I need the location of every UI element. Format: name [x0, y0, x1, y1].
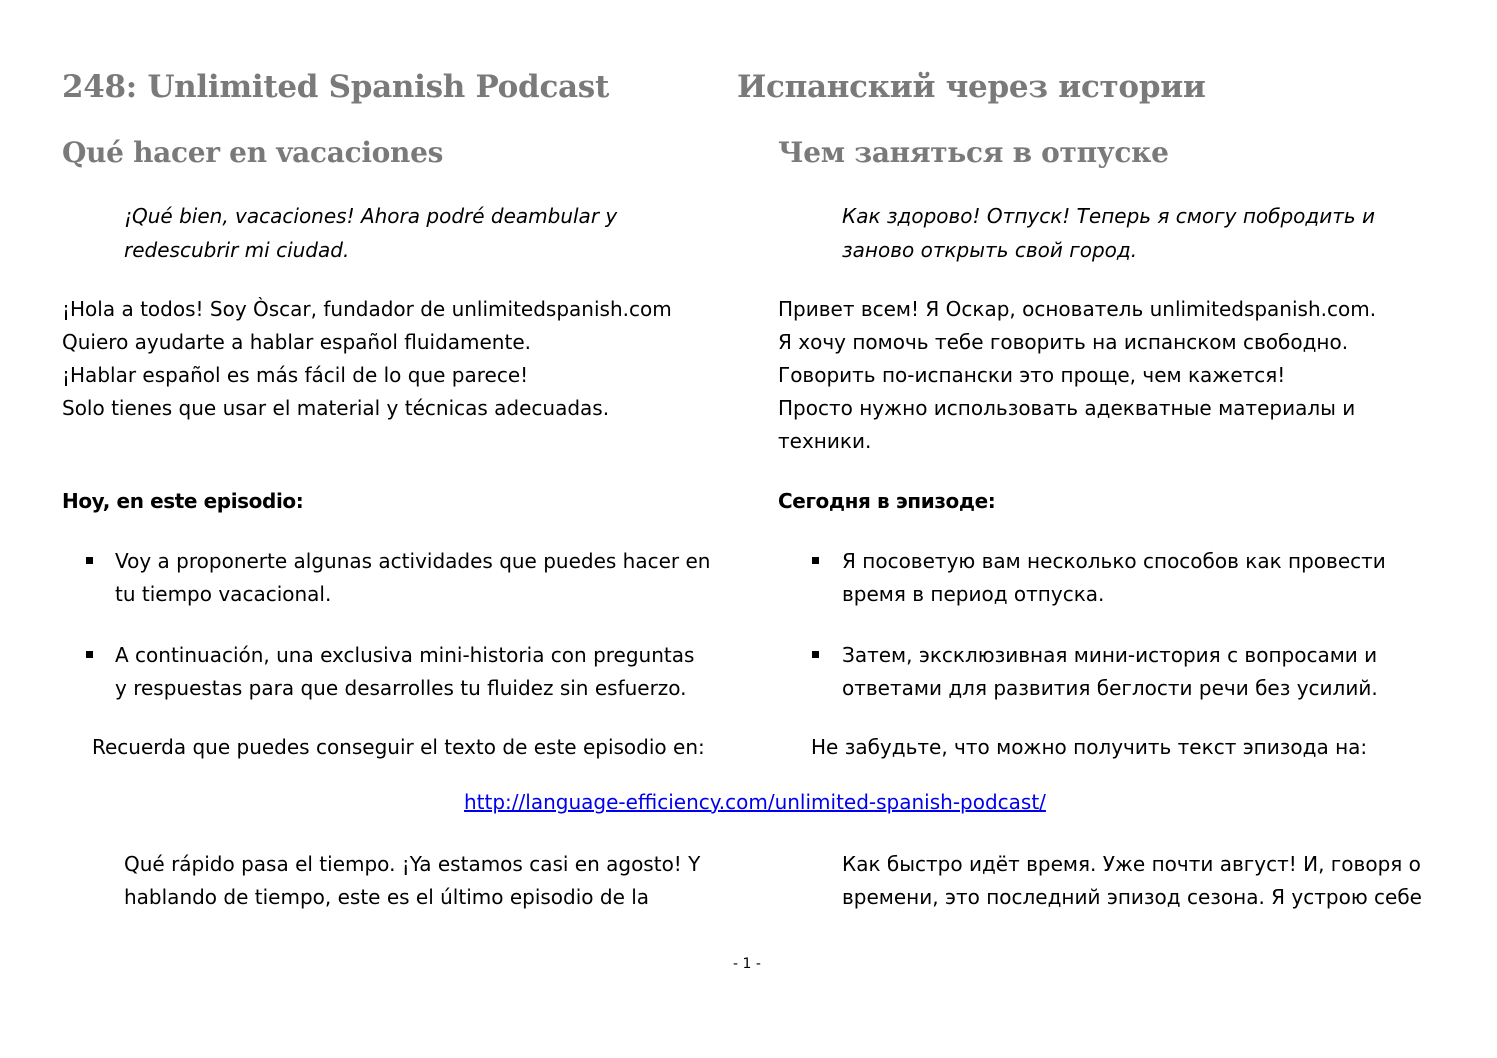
greeting-line: Quiero ayudarte a hablar español fluidamente.	[62, 330, 531, 354]
reminder-es: Recuerda que puedes conseguir el texto de este episodio en:	[92, 735, 705, 759]
bullet-line: Voy a proponerte algunas actividades que puedes hacer en	[115, 549, 711, 573]
podcast-link[interactable]: http://language-efficiency.com/unlimited-spanish-podcast/	[464, 790, 1046, 814]
story-line: Qué rápido pasa el tiempo. ¡Ya estamos casi en agosto! Y	[124, 852, 701, 876]
story-intro-es	[124, 848, 700, 914]
greeting-line: Просто нужно использовать адекватные материалы и	[778, 396, 1356, 420]
greeting-line: ¡Hola a todos! Soy Òscar, fundador de unlimitedspanish.com	[62, 297, 672, 321]
bullet-line: Затем, эксклюзивная мини-история с вопросами и	[842, 643, 1378, 667]
episode-heading-es: Hoy, en este episodio:	[62, 489, 304, 513]
greeting-line: техники.	[778, 429, 872, 453]
bullet-line: время в период отпуска.	[842, 582, 1105, 606]
intro-line: ¡Qué bien, vacaciones! Ahora podré deambular y	[124, 204, 618, 228]
bullet-item-ru-1	[842, 545, 1386, 611]
greeting-line: Привет всем! Я Оскар, основатель unlimitedspanish.com.	[778, 297, 1377, 321]
intro-quote-es	[124, 199, 617, 267]
bullet-line: ответами для развития беглости речи без усилий.	[842, 676, 1378, 700]
greeting-ru	[778, 293, 1376, 458]
greeting-es	[62, 293, 672, 425]
story-line: Как быстро идёт время. Уже почти август! И, говоря о	[842, 852, 1421, 876]
intro-line: заново открыть свой город.	[842, 238, 1138, 262]
episode-title-es: Qué hacer en vacaciones	[62, 136, 444, 169]
bullet-line: A continuación, una exclusiva mini-historia con preguntas	[115, 643, 695, 667]
podcast-title-es: 248: Unlimited Spanish Podcast	[62, 69, 609, 105]
story-line: hablando de tiempo, este es el último episodio de la	[124, 885, 650, 909]
greeting-line: Solo tienes que usar el material y técnicas adecuadas.	[62, 396, 610, 420]
intro-line: redescubrir mi ciudad.	[124, 238, 350, 262]
episode-heading-ru: Сегодня в эпизоде:	[778, 489, 996, 513]
greeting-line: ¡Hablar español es más fácil de lo que parece!	[62, 363, 529, 387]
bullet-item-es-1	[115, 545, 710, 611]
greeting-line: Говорить по-испански это проще, чем кажется!	[778, 363, 1286, 387]
page-number: - 1 -	[733, 956, 761, 972]
intro-line: Как здорово! Отпуск! Теперь я смогу побродить и	[842, 204, 1376, 228]
bullet-item-ru-2	[842, 639, 1378, 705]
story-line: времени, это последний эпизод сезона. Я устрою себе	[842, 885, 1422, 909]
episode-title-ru: Чем заняться в отпуске	[778, 136, 1169, 169]
intro-quote-ru	[842, 199, 1375, 267]
bullet-icon	[812, 651, 819, 658]
bullet-line: y respuestas para que desarrolles tu fluidez sin esfuerzo.	[115, 676, 687, 700]
podcast-title-ru: Испанский через истории	[737, 69, 1206, 105]
bullet-item-es-2	[115, 639, 694, 705]
bullet-line: tu tiempo vacacional.	[115, 582, 332, 606]
story-intro-ru	[842, 848, 1422, 914]
bullet-icon	[812, 557, 819, 564]
bullet-icon	[86, 557, 93, 564]
greeting-line: Я хочу помочь тебе говорить на испанском свободно.	[778, 330, 1349, 354]
bullet-line: Я посоветую вам несколько способов как провести	[842, 549, 1386, 573]
reminder-ru: Не забудьте, что можно получить текст эпизода на:	[811, 735, 1368, 759]
bullet-icon	[86, 651, 93, 658]
